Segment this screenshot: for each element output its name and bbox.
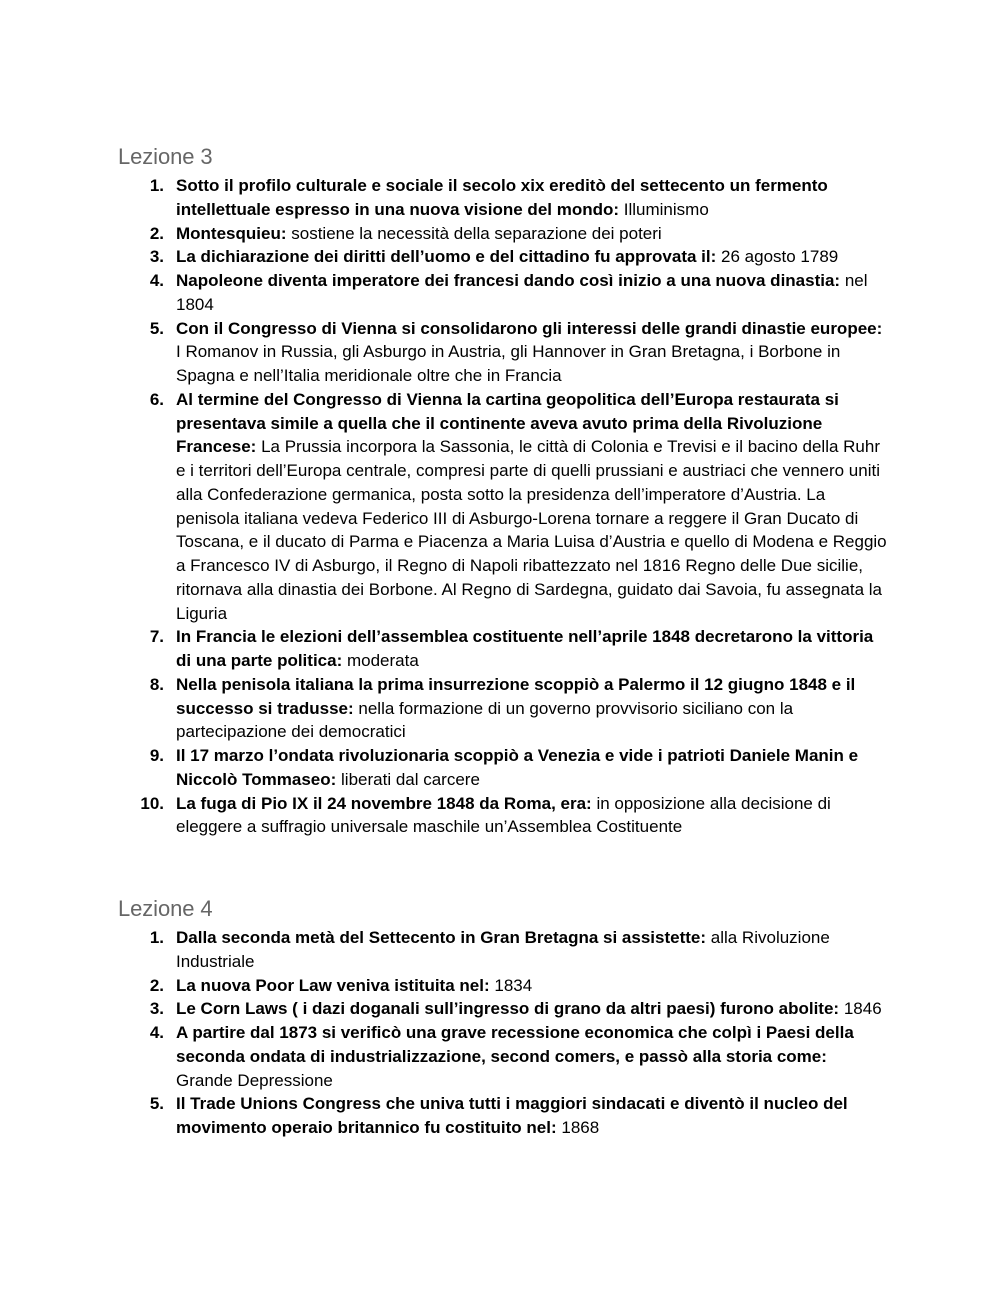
item-answer: nella formazione di un governo provvisorio siciliano con la partecipazione dei democratici — [176, 698, 794, 742]
list-item — [118, 317, 888, 388]
item-question: Al termine del Congresso di Vienna la cartina geopolitica dell’Europa restaurata si presentava simile a quella che il continente aveva avuto prima della Rivoluzione Francese: — [176, 389, 839, 457]
item-question: La dichiarazione dei diritti dell’uomo e del cittadino fu approvata il: — [176, 247, 717, 267]
list-item — [118, 997, 888, 1021]
question-list — [118, 926, 888, 1140]
item-question: Nella penisola italiana la prima insurrezione scoppiò a Palermo il 12 giugno 1848 e il successo si tradusse: — [176, 674, 856, 718]
list-item — [118, 245, 888, 269]
item-number: 5. — [149, 318, 164, 338]
item-question: Il 17 marzo l’ondata rivoluzionaria scoppiò a Venezia e vide i patrioti Daniele Manin e Niccolò Tommaseo: — [176, 746, 859, 789]
list-item — [118, 1021, 888, 1092]
item-number: 3. — [149, 999, 164, 1019]
list-item — [118, 974, 888, 998]
item-number: 10. — [140, 793, 164, 813]
item-answer: La Prussia incorpora la Sassonia, le città di Colonia e Trevisi e il bacino della Ruhr e i territori dell’Europa centrale, compresi parte di quelli prussiani e austriaci che vennero uniti alla Confederazione germanica, posta sotto la presidenza dell’imperatore d’Austria. La penisola italiana vedeva Federico III di Asburgo-Lorena tornare a reggere il Gran Ducato di Toscana, e il ducato di Parma e Piacenza a Maria Luisa d’Austria e quello di Modena e Reggio a Francesco IV di Asburgo, il Regno di Napoli ribattezzato nel 1816 Regno delle Due sicilie, ritornava alla dinastia dei Borbone. Al Regno di Sardegna, guidato dai Savoia, fu assegnata la Liguria — [176, 437, 887, 623]
item-question: Il Trade Unions Congress che univa tutti i maggiori sindacati e diventò il nucleo del movimento operaio britannico fu costituito nel: — [176, 1094, 848, 1137]
item-answer: 1834 — [494, 975, 533, 995]
list-item — [118, 222, 888, 246]
item-answer: moderata — [346, 651, 419, 670]
item-number: 7. — [149, 627, 164, 647]
item-number: 5. — [149, 1094, 164, 1114]
item-question: Con il Congresso di Vienna si consolidarono gli interessi delle grandi dinastie europee: — [176, 318, 883, 338]
item-number: 1. — [149, 176, 164, 195]
item-number: 1. — [149, 928, 164, 947]
item-answer: I Romanov in Russia, gli Asburgo in Austria, gli Hannover in Gran Bretagna, i Borbone in Spagna e nell’Italia meridionale oltre che in Francia — [176, 342, 841, 385]
section-lezione-4 — [118, 894, 888, 1140]
list-item — [118, 174, 888, 222]
item-question: A partire dal 1873 si verificò una grave recessione economica che colpì i Paesi della seconda ondata di industrializzazione, second comers, e passò alla storia come: — [176, 1023, 854, 1066]
section-title: Lezione 4 — [118, 896, 213, 921]
item-number: 2. — [149, 223, 164, 243]
item-number: 8. — [149, 674, 164, 694]
question-list — [118, 174, 888, 839]
item-number: 4. — [149, 271, 164, 290]
item-answer: 1868 — [561, 1118, 600, 1137]
item-number: 9. — [149, 746, 164, 765]
item-question: In Francia le elezioni dell’assemblea costituente nell’aprile 1848 decretarono la vittoria di una parte politica: — [176, 627, 874, 670]
item-number: 2. — [149, 975, 164, 995]
list-item — [118, 269, 888, 317]
item-number: 4. — [149, 1023, 164, 1042]
item-answer: in opposizione alla decisione di eleggere a suffragio universale maschile un’Assemblea Costituente — [176, 793, 831, 837]
item-answer: 1846 — [843, 999, 882, 1019]
section-lezione-3 — [118, 142, 888, 839]
item-question: Napoleone diventa imperatore dei francesi dando così inizio a una nuova dinastia: — [176, 271, 841, 290]
item-question: Sotto il profilo culturale e sociale il secolo xix ereditò del settecento un fermento intellettuale espresso in una nuova visione del mondo: — [176, 176, 828, 219]
item-question: Montesquieu: — [176, 223, 287, 243]
item-number: 3. — [149, 247, 164, 267]
item-answer: Grande Depressione — [176, 1070, 333, 1090]
list-item — [118, 744, 888, 792]
section-title: Lezione 3 — [118, 144, 213, 169]
item-question: La nuova Poor Law veniva istituita nel: — [176, 975, 490, 995]
item-answer: liberati dal carcere — [341, 769, 480, 789]
item-number: 6. — [149, 389, 164, 409]
item-question: Le Corn Laws ( i dazi doganali sull’ingresso di grano da altri paesi) furono abolite: — [176, 999, 840, 1019]
list-item — [118, 673, 888, 744]
list-item — [118, 792, 888, 840]
list-item — [118, 388, 888, 626]
item-answer: sostiene la necessità della separazione dei poteri — [291, 223, 662, 243]
item-answer: Illuminismo — [623, 199, 709, 219]
list-item — [118, 926, 888, 974]
item-answer: 26 agosto 1789 — [721, 247, 839, 267]
item-question: La fuga di Pio IX il 24 novembre 1848 da Roma, era: — [176, 793, 592, 813]
item-question: Dalla seconda metà del Settecento in Gran Bretagna si assistette: — [176, 928, 707, 947]
item-answer: alla Rivoluzione Industriale — [176, 928, 830, 971]
list-item — [118, 1092, 888, 1140]
item-answer: nel 1804 — [176, 271, 868, 314]
list-item — [118, 625, 888, 673]
